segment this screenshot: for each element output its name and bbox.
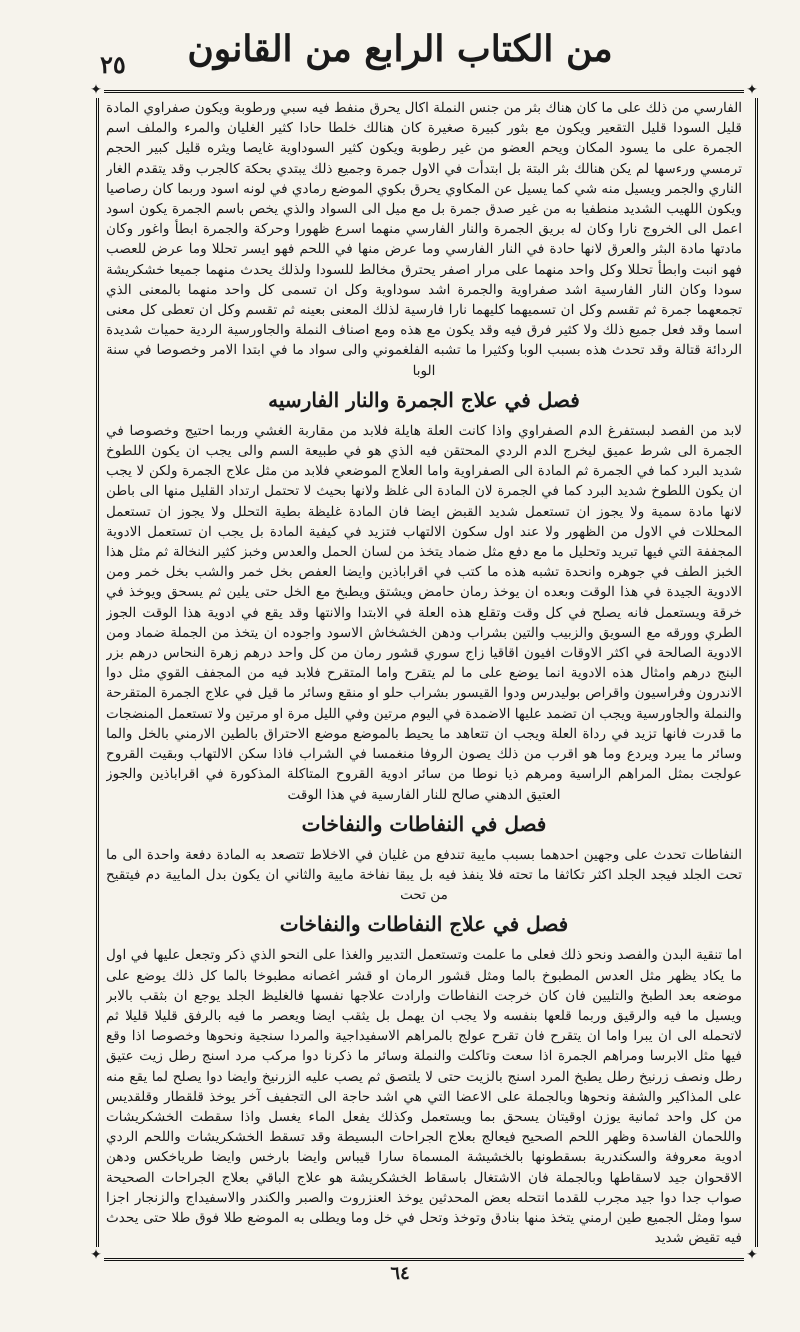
main-text xyxy=(106,98,742,1248)
frame-ornament-icon: ✦ xyxy=(88,1247,104,1263)
section-heading: فصل في علاج الجمرة والنار الفارسيه xyxy=(268,387,580,412)
page-number-bottom: ٦٤ xyxy=(390,1263,410,1284)
paragraph: النفاطات تحدث على وجهين احدهما بسبب مايية تندفع من غليان في الاخلاط تتصعد به المادة دفعة واحدة الى ما تحت الجلد فيجد الجلد اكثر تكاثفا ما تحته فلا ينفذ فيه بل يبقا نفاخة مايية والثاني ان يكون بدل المايية دم فيتقيح من تحت xyxy=(106,846,742,904)
frame-ornament-icon: ✦ xyxy=(744,1247,760,1263)
frame-ornament-icon: ✦ xyxy=(744,82,760,98)
paragraph: الفارسي من ذلك على ما كان هناك بثر من جنس النملة اكال يحرق منفط فيه سبي ورطوبة ويكون صفراوي المادة قليل السودا قليل التقعير ويكون مع بثور كبيرة صغيرة كان هنالك خلطا حادا كثير الغليان والمرء والملف اسم الجمرة على ما يسود المكان ويحم العضو من غير رطوبة ويكون كثير السوداوية غايصا ويثره قليل كبير الحجم ترمسي ورءسها لم يكن هنالك بثر البتة بل ابتدأت في الاول جمرة وجميع ذلك يبتدي بحكة كالجرب وقد يتقدم الغار الناري والجمر ويسيل منه شي كما يسيل عن المكاوي يحرق بكوي الموضع رمادي في لونه اسود وربما كان رصاصيا ويكون اللهيب الشديد منطفيا به من غير صدق جمرة بل مع ميل الى السواد والذي يخص باسم الجمرة يكون اسود اعمل الى الخروج نارا وكان له بريق الجمرة والنار الفارسي منهما اسرع ظهورا وحركة والجمرة ابطأ واغور وكان مادتها مادة البثر والعرق لانها حادة في النار الفارسي وما عرض منها في اللحم فهو ايسر تحللا وما عرض للعصب فهو انبت وابطأ تحللا وكل واحد منهما على مرار اصفر يحترق مخالط للسودا ولذلك يحدث منهما جميعا خشكريشة سودا وكان النار الفارسية اشد صفراوية والجمرة اشد سوداوية وكل ان تسمى كل واحد منهما بالمعنى الذي تجمعهما جمرة ثم تقسم وكل ان تسميهما كليهما نارا فارسية لذلك المعنى بعينه ثم تقسم وكل ان تعطى كل معنى اسما وقد فعل جميع ذلك ولا كثير فرق فيه وقد يكون مع هذه ومع اصناف النملة والجاورسية الردية حميات شديدة الردائة قتالة وقد تحدث هذه بسبب الوبا وكثيرا ما تشبه الفلغموني والى سواد ما في ابتدا الامر وخصوصا في سنة الوبا xyxy=(106,100,742,379)
page-number-top: ٢٥ xyxy=(100,50,126,79)
paragraph: لابد من الفصد لبستفرغ الدم الصفراوي واذا كانت العلة هايلة فلابد من مقاربة الغشي وربما احتيج وخصوصا في الجمرة الى شرط عميق ليخرج الدم الردي المحتقن فيه الذي هو في طبيعة السم والى يجب ان يكون اللطوخ شديد البرد كما في الجمرة ثم المادة الى الصفراوية واما العلاج الموضعي فلابد من مثل علاج الجمرة ولكن لا يجب ان يكون اللطوخ شديد البرد كما في الجمرة لان المادة الى غلظ ولانها بحيث لا تحتمل ارتداد القليل منها الى باطن لانها مادة سمية ولا يجوز ان تستعمل شديد القبض ايضا فان المادة غليظة بطية التحلل ولا يجوز ان تستعمل المحللات في الاول من الظهور ولا عند اول سكون الالتهاب فتزيد في كيفية المادة بل يجب ان تستعمل الادوية المجففة التي فيها تبريد وتحليل ما مع دفع مثل ضماد يتخذ من لسان الحمل والعدس وخبز كثير النخالة ثم مثل هذا الخبز الطف في جوهره وانحدة تشبه هذه ما كتب في اقراباذين وايضا العفص بخل خمر والشب بخل خمر ومن الادوية الجيدة في هذا الوقت وبعده ان يوخذ رمان حامض ويشتق ويطبخ مع الخل حتى يلين ثم يسحق ويوخذ في خرقة ويستعمل فانه يصلح في كل وقت وتقلع هذه العلة في الابتدا والانتها وقد يقع في ادوية هذا الوقت الجوز الطري وورقه مع السويق والزبيب والتين بشراب ودهن الخشخاش الاسود واجوده ان يتخذ من الجملة ضماد ومن الادوية الصالحة في اكثر الاوقات افيون اقاقيا زاج سوري قشور رمان من كل واحد درهم زهرة النحاس درهم بزر البنج درهم وامثال هذه الادوية انما يوضع على ما لم يتقرح واما المتقرح فلابد فيه من المجفف القوي مثل دوا الاندرون وفراسيون واقراص بوليدرس ودوا القيسور بشراب حلو او منقع وسائر ما قيل في علاج الجمرة المتقرحة والنملة والجاورسية ويجب ان تضمد عليها الاضمدة في اليوم مرتين وفي الليل مرة او مرتين ولا تستعمل المنضجات ما قدرت فانها تزيد في رداة العلة ويجب ان تتعاهد ما يحيط بالموضع موضع الاحتراق بالطين الارمني بالخل والما وسائر ما يبرد ويردع وما هو اقرب من ذلك يصون الروفا منغمسا في الشراب فاذا سكن الالتهاب وبقيت القروح عولجت بمثل المراهم الراسية ومرهم ذيا نوطا من سائر ادوية القروح المتاكلة المذكورة في اقراباذين والجوز العتيق الدهني صالح للنار الفارسية في هذا الوقت xyxy=(106,422,742,803)
running-head: من الكتاب الرابع من القانون xyxy=(187,28,613,70)
section-heading: فصل في النفاطات والنفاخات xyxy=(301,811,547,836)
frame-ornament-icon: ✦ xyxy=(88,82,104,98)
paragraph: اما تنقية البدن والفصد ونحو ذلك فعلى ما علمت وتستعمل التدبير والغذا على النحو الذي ذكر وتجعل عليها في اول ما يكاد يظهر مثل العدس المطبوخ بالما ومثل قشور الرمان او قشر اغصانه مطبوخا بالما كل ذلك يوضع على موضعه بعد الطبخ والتليين فان كان خرجت النفاطات وارادت علاجها نفسها فالغليظ الجلد يوجع ان بثقب بالابر ويسيل ما فيه والرقيق وربما قلعها بنفسه ولا يجب ان يهمل بل يثقب ايضا ويعصر ما فيه بالرفق قليلا قليلا ثم لاتحمله الى ان يبرا واما ان يتقرح فان تقرح عولج بالمراهم الاسفيداجية والمردا سنجية ونحوها وخصوصا اذا وقع فيها مثل الابرسا ومراهم الجمرة اذا سعت وتاكلت والنملة وسائر ما ذكرنا دوا مركب مرد اسنج رطل زيت عتيق رطل ونصف زرنيخ رطل يطبخ المرد اسنج بالزيت حتى لا يلتصق ثم يصب عليه الزرنيخ وايضا دوا يصلح لما يقع منه على المذاكير والشفة ونحوها وبالجملة على الاعضا التي هي اشد حاجة الى التجفيف آخر يوخذ قلقطار وقلقديس من كل واحد ثمانية يوزن اوقيتان يسحق بما ويستعمل وكذلك يفعل الماء يغسل واذا سقطت الخشكريشات واللحمان الفاسدة وظهر اللحم الصحيح فيعالج بعلاج الجراحات البسيطة وقد تسقط الخشكريشات واللحم الردي ادوية معروفة والسكندرية بسقطونها بالخشيشة المسماة سارا قيباس وايضا بارخس وايضا طرياخكس ودهن الاقحوان جيد لاسقاطها وبالجملة فان الاشتغال باسقاط الخشكريشة هو علاج الباقي بعلاج الجراحات الصحيحة صواب جدا دوا جيد مجرب للقدما انتحله بعض المحدثين يوخذ العنزروت والصبر والكندر والاسفيداج والزنجار اجزا سوا ومثل الجميع طين ارمني يتخذ منها بنادق وتوخذ وتحل في خل وما ويطلى به الموضع طلا فوق طلا حتى يحدث فيه تقيض شديد xyxy=(106,947,742,1247)
section-heading: فصل في علاج النفاطات والنفاخات xyxy=(279,912,569,937)
